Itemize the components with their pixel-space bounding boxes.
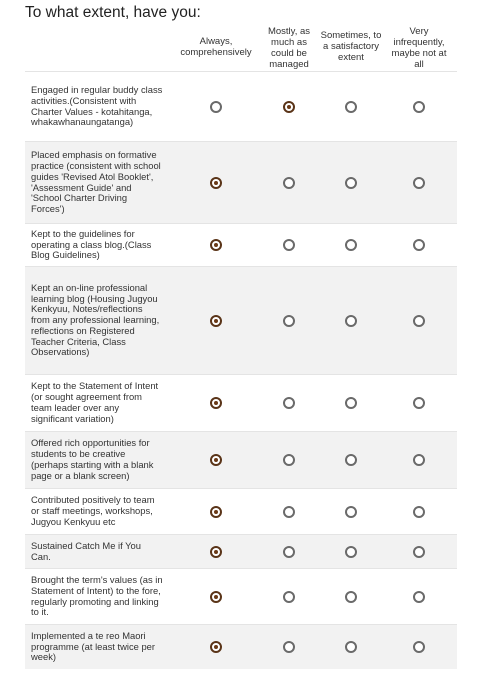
radio-always-comprehensively[interactable] bbox=[210, 177, 222, 189]
radio-very-infrequently-not-at-all[interactable] bbox=[413, 641, 425, 653]
radio-very-infrequently-not-at-all[interactable] bbox=[413, 177, 425, 189]
row-label: Engaged in regular buddy class activities.(Consistent with Charter Values - kotahitanga, whakawhanaungatanga) bbox=[31, 83, 163, 128]
radio-always-comprehensively[interactable] bbox=[210, 506, 222, 518]
radio-very-infrequently-not-at-all[interactable] bbox=[413, 397, 425, 409]
radio-very-infrequently-not-at-all[interactable] bbox=[413, 454, 425, 466]
radio-always-comprehensively[interactable] bbox=[210, 397, 222, 409]
radio-mostly-as-much-as-managed[interactable] bbox=[283, 177, 295, 189]
radio-mostly-as-much-as-managed[interactable] bbox=[283, 397, 295, 409]
radio-very-infrequently-not-at-all[interactable] bbox=[413, 101, 425, 113]
radio-sometimes-satisfactory-extent[interactable] bbox=[345, 315, 357, 327]
row-label: Sustained Catch Me if You Can. bbox=[31, 539, 141, 562]
column-header-always-comprehensively: Always, comprehensively bbox=[180, 36, 252, 58]
radio-very-infrequently-not-at-all[interactable] bbox=[413, 506, 425, 518]
radio-always-comprehensively[interactable] bbox=[210, 591, 222, 603]
radio-mostly-as-much-as-managed[interactable] bbox=[283, 101, 295, 113]
radio-always-comprehensively[interactable] bbox=[210, 454, 222, 466]
question-row bbox=[25, 266, 457, 374]
question-row bbox=[25, 431, 457, 488]
column-header-mostly-as-much-as-managed: Mostly, as much as could be managed bbox=[267, 26, 311, 70]
radio-always-comprehensively[interactable] bbox=[210, 315, 222, 327]
radio-always-comprehensively[interactable] bbox=[210, 641, 222, 653]
question-row bbox=[25, 488, 457, 534]
row-label: Kept an on-line professional learning blog (Housing Jugyou Kenkyuu, Notes/reflections from any professional learning, reflections on Registered Teacher Criteria, Class Observations) bbox=[31, 281, 160, 358]
radio-sometimes-satisfactory-extent[interactable] bbox=[345, 506, 357, 518]
radio-always-comprehensively[interactable] bbox=[210, 546, 222, 558]
radio-mostly-as-much-as-managed[interactable] bbox=[283, 315, 295, 327]
radio-sometimes-satisfactory-extent[interactable] bbox=[345, 101, 357, 113]
row-label: Contributed positively to team or staff meetings, workshops, Jugyou Kenkyuu etc bbox=[31, 494, 155, 527]
question-row bbox=[25, 223, 457, 266]
question-title: To what extent, have you: bbox=[25, 4, 201, 21]
radio-sometimes-satisfactory-extent[interactable] bbox=[345, 641, 357, 653]
question-row bbox=[25, 141, 457, 223]
row-label: Kept to the guidelines for operating a class blog.(Class Blog Guidelines) bbox=[31, 227, 152, 261]
radio-very-infrequently-not-at-all[interactable] bbox=[413, 315, 425, 327]
radio-sometimes-satisfactory-extent[interactable] bbox=[345, 177, 357, 189]
radio-mostly-as-much-as-managed[interactable] bbox=[283, 591, 295, 603]
likert-grid bbox=[25, 24, 457, 669]
row-label: Offered rich opportunities for students to be creative (perhaps starting with a blank page or a blank screen) bbox=[31, 437, 154, 481]
radio-mostly-as-much-as-managed[interactable] bbox=[283, 641, 295, 653]
radio-mostly-as-much-as-managed[interactable] bbox=[283, 506, 295, 518]
radio-very-infrequently-not-at-all[interactable] bbox=[413, 591, 425, 603]
radio-mostly-as-much-as-managed[interactable] bbox=[283, 239, 295, 251]
radio-sometimes-satisfactory-extent[interactable] bbox=[345, 546, 357, 558]
column-header-row bbox=[25, 24, 457, 71]
question-row bbox=[25, 534, 457, 568]
row-label: Placed emphasis on formative practice (consistent with school guides 'Revised Atol Booklet', 'Assessment Guide' and 'School Charter Driving Forces') bbox=[31, 149, 161, 215]
radio-sometimes-satisfactory-extent[interactable] bbox=[345, 591, 357, 603]
question-row bbox=[25, 374, 457, 431]
column-header-sometimes-satisfactory-extent: Sometimes, to a satisfactory extent bbox=[320, 30, 382, 63]
radio-always-comprehensively[interactable] bbox=[210, 101, 222, 113]
radio-always-comprehensively[interactable] bbox=[210, 239, 222, 251]
radio-sometimes-satisfactory-extent[interactable] bbox=[345, 239, 357, 251]
row-label: Brought the term's values (as in Statement of Intent) to the fore, regularly promoting and linking to it. bbox=[31, 573, 163, 618]
question-row bbox=[25, 71, 457, 141]
row-label: Kept to the Statement of Intent (or sought agreement from team leader over any significant variation) bbox=[31, 380, 159, 424]
question-row bbox=[25, 568, 457, 624]
radio-mostly-as-much-as-managed[interactable] bbox=[283, 546, 295, 558]
column-header-very-infrequently-not-at-all: Very infrequently, maybe not at all bbox=[391, 26, 447, 70]
radio-very-infrequently-not-at-all[interactable] bbox=[413, 239, 425, 251]
row-label: Implemented a te reo Maori programme (at least twice per week) bbox=[31, 629, 156, 663]
question-row bbox=[25, 624, 457, 669]
radio-mostly-as-much-as-managed[interactable] bbox=[283, 454, 295, 466]
radio-very-infrequently-not-at-all[interactable] bbox=[413, 546, 425, 558]
radio-sometimes-satisfactory-extent[interactable] bbox=[345, 454, 357, 466]
radio-sometimes-satisfactory-extent[interactable] bbox=[345, 397, 357, 409]
